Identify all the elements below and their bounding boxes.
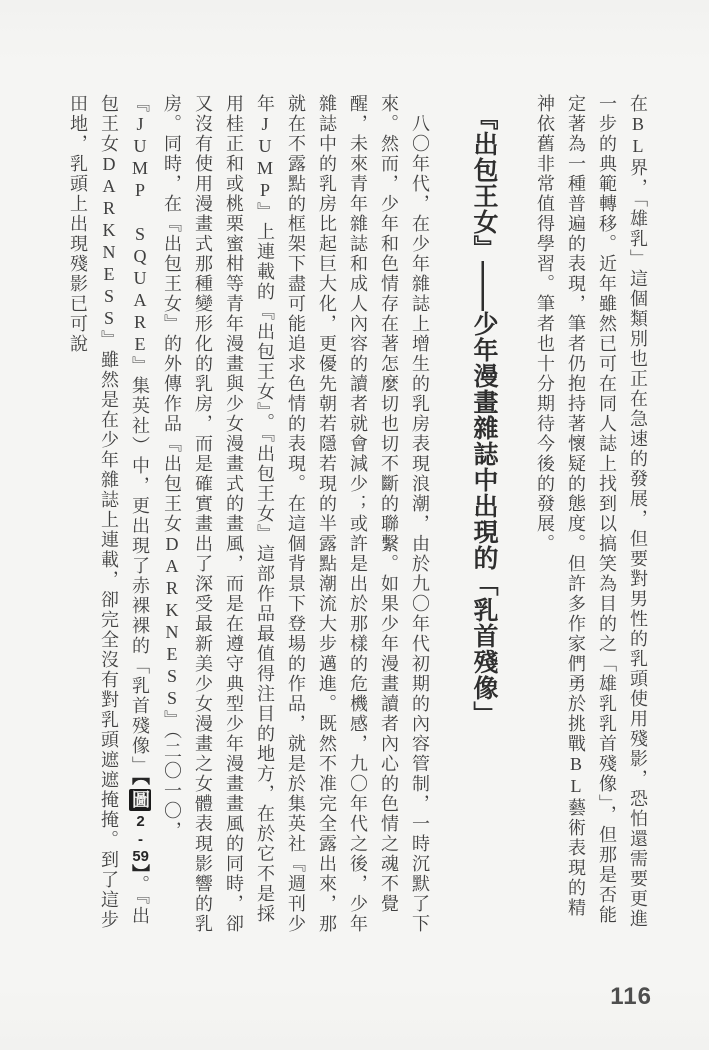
figref-number-bottom: 59 [132, 849, 149, 864]
page-content [62, 94, 653, 936]
page-number: 116 [610, 983, 652, 1010]
body-text-after-figref: 。『出包王女DARKNESS』雖然是在少年雜誌上連載，卻完全沒有對乳頭遮遮掩掩。到了這步田地，乳頭上出現殘影已可說 [68, 94, 150, 930]
figref-number [132, 813, 149, 864]
intro-paragraph: 在BL界，「雄乳」這個類別也正在急速的發展，但要對男性的乳頭使用殘影，恐怕還需要更進一步的典範轉移。近年雖然已可在同人誌上找到以搞笑為目的之「雄乳乳首殘像」，但那是否能定著為一種普遍的表現，筆者仍抱持著懷疑的態度。但許多作家們勇於挑戰BL藝術表現的精神依舊非常值得學習。筆者也十分期待今後的發展。 [535, 94, 648, 929]
heading-dash: —— [470, 261, 498, 311]
section-heading-title: 『出包王女』 [470, 105, 498, 261]
section-heading [465, 94, 503, 936]
figref-close-bracket: 】 [130, 864, 150, 875]
figure-reference [130, 776, 150, 875]
figref-open-bracket: 【 [130, 776, 150, 787]
body-text-before-figref: 八〇年代，在少年雜誌上增生的乳房表現浪潮，由於九〇年代初期的內容管制，一時沉默了下來。然而，少年和色情存在著怎麼切也切不斷的聯繫。如果少年漫畫讀者內心的色情之魂不覺醒，未來青年雜誌和成人內容的讀者就會減少；或許是出於那樣的危機感，九〇年代之後，少年雜誌中的乳房比起巨大化，更優先朝若隱若現的半露點潮流大步邁進。既然不准完全露出來，那就在不露點的框架下盡可能追求色情的表現。在這個背景下登場的作品，就是於集英社『週刊少年JUMP』上連載的『出包王女』。『出包王女』這部作品最值得注目的地方，在於它不是採用桂正和或桃栗蜜柑等青年漫畫與少女漫畫式的畫風，而是在遵守典型少年漫畫畫風的同時，卻又沒有使用漫畫式那種變形化的乳房，而是確實畫出了深受最新美少女漫畫之女體表現影響的乳房。同時，在『出包王女』的外傳作品『出包王女DARKNESS』（二〇一〇，『JUMP SQUARE』集英社）中，更出現了赤裸裸的「乳首殘像」 [130, 94, 430, 934]
figure-icon: 圖 [130, 790, 150, 810]
figref-hyphen: - [132, 831, 149, 849]
body-paragraph [62, 94, 435, 936]
figref-number-top: 2 [132, 813, 149, 831]
section-heading-subtitle: 少年漫畫雜誌中出現的「乳首殘像」 [470, 311, 498, 727]
